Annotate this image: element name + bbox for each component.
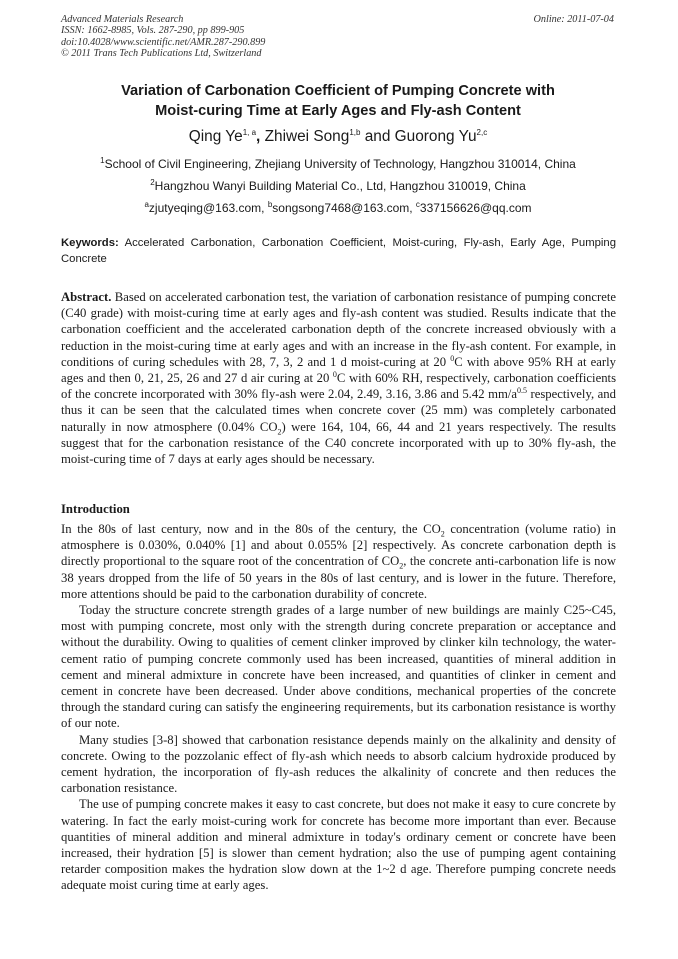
intro-paragraph-4: The use of pumping concrete makes it easy to cast concrete, but does not make it easy to cure concrete by watering. In fact the early moist-curing work for concrete has become more important than ever. Because quantities of mineral addition and mineral admixture in today's ordinary cement or concrete have been increased, their hydration [5] is slower than cement hydration; also the use of pumping agent containing retarder composition makes the hydration slow down at the 1~2 d age. Therefore pumping concrete needs adequate moist curing time at early ages. — [61, 797, 616, 893]
abstract-text-2: C with above 95% RH at early ages and then 0, 21, 25, 26 and 27 d air curing at 20 — [61, 354, 616, 386]
keywords-text: Accelerated Carbonation, Carbonation Coefficient, Moist-curing, Fly-ash, Early Age, Pumping Concrete — [61, 237, 616, 265]
email-b-sup: b — [267, 200, 273, 209]
author-1-sup: 1, a — [242, 127, 257, 137]
abstract-text-3: C with 60% RH, respectively, carbonation coefficients of the concrete incorporated with 30% fly-ash were 2.04, 2.49, 3.16, 3.86 and 5.42 mm/a — [61, 371, 617, 402]
journal-name: Advanced Materials Research — [61, 14, 184, 25]
abstract-text-4: respectively, and thus it can be seen that the calculated times when concrete cover (25 mm) was completely carbonated naturally in now atmosphere (0.04% CO — [61, 387, 616, 434]
paper-title — [60, 82, 616, 121]
author-3-name: and Guorong Yu — [364, 128, 477, 145]
issn-line: ISSN: 1662-8985, Vols. 287-290, pp 899-905 — [61, 25, 245, 37]
abstract-sub-1: 2 — [277, 427, 282, 437]
email-c-sup: c — [415, 200, 420, 209]
journal-header — [61, 14, 265, 60]
intro-paragraph-1 — [61, 521, 616, 602]
affiliation-2-sup: 2 — [150, 178, 155, 187]
abstract-block — [61, 289, 616, 467]
email-c: 337156626@qq.com — [419, 201, 532, 215]
intro-p1-text-3: , the concrete anti-carbonation life is now 38 years dropped from the life of 50 years in the 80s of last century, and is lower in the future. Therefore, more attentions should be paid to the carbonation durability of concrete. — [61, 554, 616, 601]
affiliation-1 — [60, 157, 616, 171]
keywords-block — [61, 236, 616, 267]
intro-p1-text-2: concentration (volume ratio) in atmosphere is 0.030%, 0.040% [1] and about 0.055% [2] respectively. As concrete carbonation depth is directly proportional to the square root of the concentration of CO — [61, 522, 616, 569]
email-a-sup: a — [144, 200, 149, 209]
introduction-heading: Introduction — [61, 502, 130, 516]
copyright-line: © 2011 Trans Tech Publications Ltd, Switzerland — [61, 48, 262, 60]
affiliation-2 — [60, 179, 616, 193]
affiliation-2-text: Hangzhou Wanyi Building Material Co., Ltd, Hangzhou 310019, China — [154, 179, 526, 193]
abstract-label: Abstract. — [61, 290, 112, 304]
doi-line: doi:10.4028/www.scientific.net/AMR.287-290.899 — [61, 36, 266, 48]
online-date: Online: 2011-07-04 — [533, 14, 614, 25]
abstract-sup-2: 0 — [332, 369, 337, 379]
author-2-sup: 1,b — [349, 127, 361, 137]
intro-p1-sub-1: 2 — [440, 529, 445, 539]
author-1-name: Qing Ye — [188, 128, 243, 145]
email-b: songsong7468@163.com, — [272, 201, 416, 215]
keywords-label: Keywords: — [61, 237, 119, 249]
abstract-text-1: Based on accelerated carbonation test, the variation of carbonation resistance of pumping concrete (C40 grade) with moist-curing time at early ages and fly-ash content was studied. Results indicate that the carbonation coefficient and the accelerated carbonation depth of the concrete increased obviously with a reduction in the moist-curing time at early ages and with an increase in the fly-ash content. For example, in conditions of curing schedules with 28, 7, 3, 2 and 1 d moist-curing at 20 — [61, 290, 616, 369]
intro-paragraph-3: Many studies [3-8] showed that carbonation resistance depends mainly on the alkalinity and density of concrete. Owing to the pozzolanic effect of fly-ash which needs to absorb calcium hydroxide produced by cement hydration, the incorporation of fly-ash reduces the alkalinity of concrete and then reduces the carbonation resistance. — [61, 732, 616, 796]
author-list: Qing Ye$^{1, a}$, Zhiwei Song$^{1,b}$ and Guorong Yu$^{2,c}$ — [188, 127, 488, 145]
intro-p1-sub-2: 2 — [399, 561, 404, 571]
author-3-sup: 2,c — [476, 127, 488, 137]
author-2-name: Zhiwei Song — [264, 128, 350, 145]
email-line — [60, 201, 616, 215]
title-line-1: Variation of Carbonation Coefficient of Pumping Concrete with — [121, 83, 555, 99]
abstract-sup-3: 0.5 — [516, 385, 527, 395]
intro-paragraph-2: Today the structure concrete strength grades of a large number of new buildings are mainly C25~C45, most with pumping concrete, most only with the strength during concrete preparation or acceptance and without the durability. Owing to qualities of cement clinker improved by clinker kiln technology, the water-cement ratio of pumping concrete commonly used has been increased, quantities of mineral addition in cement and mineral admixture in concrete have been increased, and quantities of clinker in cement and cement in concrete have been decreased. Under above conditions, mechanical properties of the concrete through the standard curing can satisfy the engineering requirements, but its carbonation resistance is worthy of our note. — [61, 603, 616, 731]
affiliation-1-sup: 1 — [100, 156, 105, 165]
intro-p1-text-1: In the 80s of last century, now and in the 80s of the century, the CO — [61, 522, 441, 536]
email-a: zjutyeqing@163.com, — [148, 201, 268, 215]
abstract-text-5: ) were 164, 104, 66, 44 and 21 years respectively. The results suggest that for the carbonation resistance of the C40 concrete incorporated with up to 30% fly-ash, the moist-curing time of 7 days at early ages should be necessary. — [61, 419, 616, 467]
introduction-body — [61, 521, 616, 894]
abstract-sup-1: 0 — [450, 353, 455, 363]
affiliation-1-text: School of Civil Engineering, Zhejiang University of Technology, Hangzhou 310014, China — [104, 157, 576, 171]
title-line-2: Moist-curing Time at Early Ages and Fly-ash Content — [155, 102, 521, 119]
